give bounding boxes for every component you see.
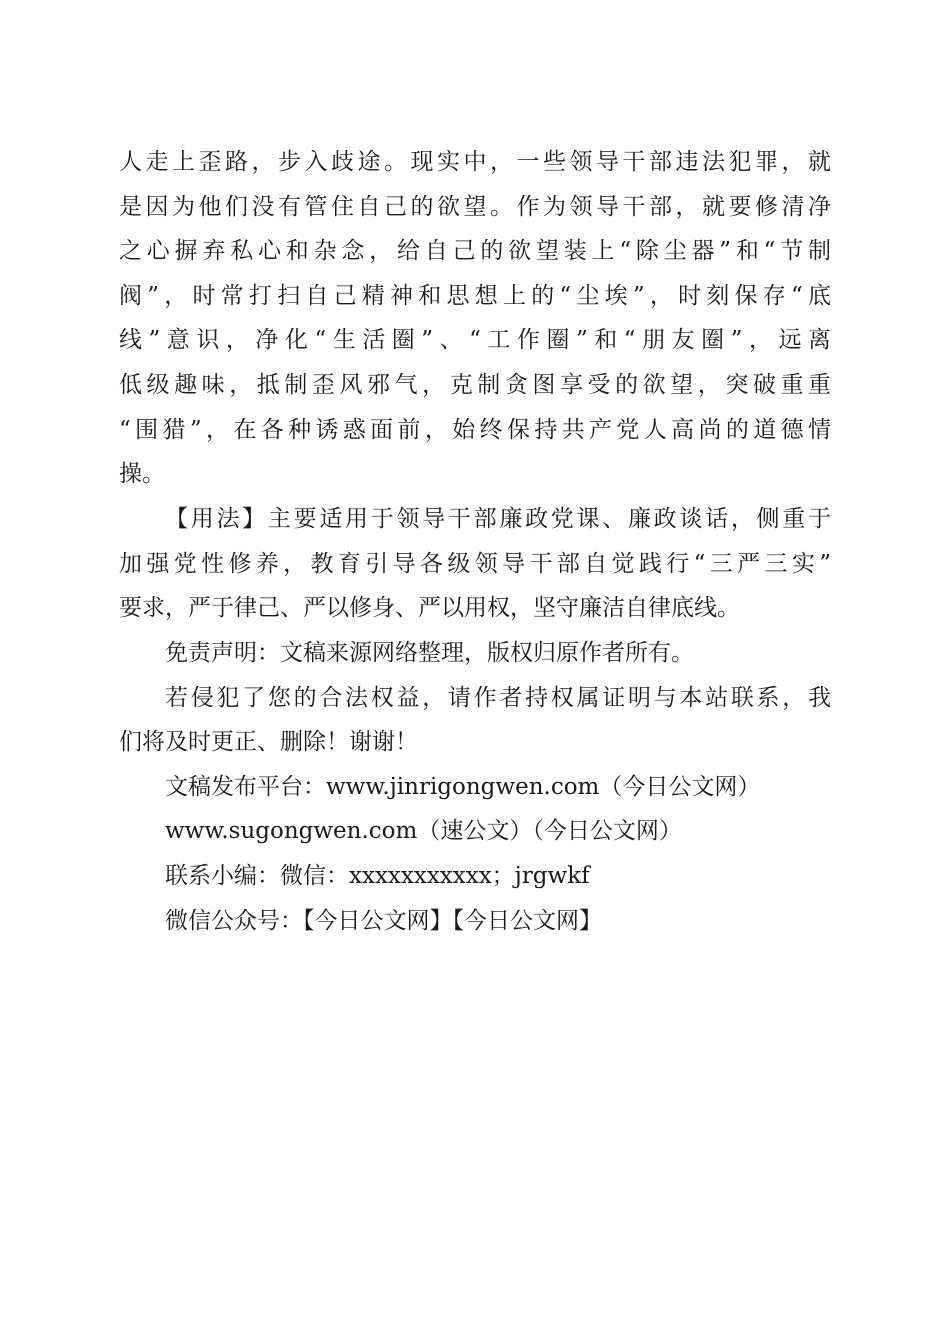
main-paragraph <box>119 140 831 497</box>
usage-paragraph <box>119 497 831 631</box>
text-line: 人走上歪路，步入歧途。现实中，一些领导干部违法犯罪，就 <box>119 149 831 175</box>
text-line: 要求，严于律己、严以修身、严以用权，坚守廉洁自律底线。 <box>119 595 740 622</box>
contact-text: 联系小编：微信：xxxxxxxxxxx；jrgwkf <box>165 862 590 889</box>
infringement-text: 若侵犯了您的合法权益，请作者持权属证明与本站联系，我 <box>165 684 831 711</box>
text-line: “围猎”，在各种诱惑面前，始终保持共产党人高尚的道德情 <box>119 416 831 443</box>
platform-text-2: www.sugongwen.com（速公文）（今日公文网） <box>165 818 682 845</box>
disclaimer-text: 免责声明：文稿来源网络整理，版权归原作者所有。 <box>165 640 694 666</box>
platform-text: 文稿发布平台：www.jinrigongwen.com（今日公文网） <box>165 773 761 800</box>
text-line: 阀”，时常打扫自己精神和思想上的“尘埃”，时刻保存“底 <box>119 282 831 309</box>
infringement-text: 们将及时更正、删除！谢谢！ <box>119 729 418 756</box>
text-line: 操。 <box>119 461 165 488</box>
wechat-account-text: 微信公众号：【今日公文网】【今日公文网】 <box>165 907 602 934</box>
text-line: 线”意识，净化“生活圈”、“工作圈”和“朋友圈”，远离 <box>119 327 831 354</box>
text-line: 加强党性修养，教育引导各级领导干部自觉践行“三严三实” <box>119 550 831 577</box>
text-line: 【用法】主要适用于领导干部廉政党课、廉政谈话，侧重于 <box>165 506 831 532</box>
text-line: 之心摒弃私心和杂念，给自己的欲望装上“除尘器”和“节制 <box>119 238 831 265</box>
text-line: 低级趣味，抵制歪风邪气，克制贪图享受的欲望，突破重重 <box>119 371 831 398</box>
footer-notes <box>119 631 831 943</box>
text-line: 是因为他们没有管住自己的欲望。作为领导干部，就要修清净 <box>119 193 831 220</box>
